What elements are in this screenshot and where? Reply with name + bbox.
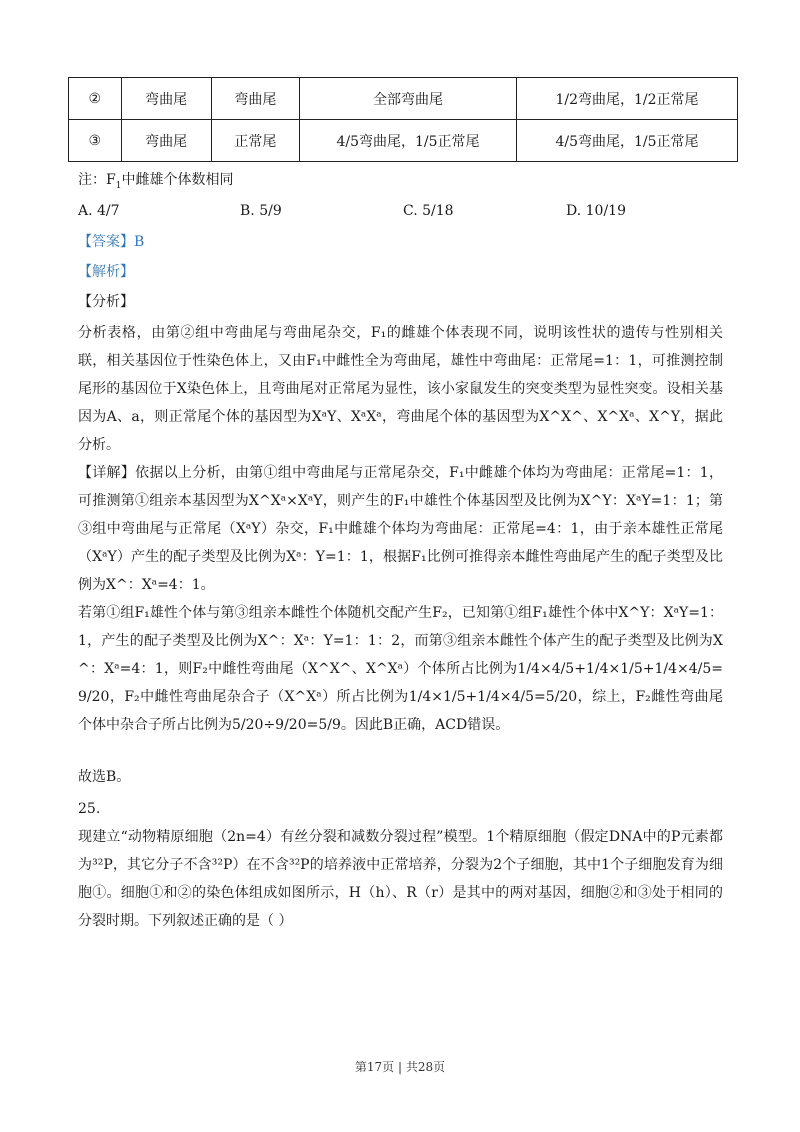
fenxi-label: 【分析】 <box>78 294 134 310</box>
table-cell: ② <box>69 78 122 120</box>
question-number: 25. <box>78 801 101 817</box>
answer-label: 【答案】B <box>78 234 145 250</box>
table-cell: 4/5弯曲尾，1/5正常尾 <box>300 120 517 162</box>
option-b: B. 5/9 <box>240 203 282 219</box>
table-cell: 正常尾 <box>211 120 299 162</box>
conclusion-line: 故选B。 <box>78 769 131 785</box>
table-row <box>69 120 738 162</box>
table-note: 注：$F_1$中雌雄个体数相同 <box>78 172 234 191</box>
table-cell: 弯曲尾 <box>121 120 211 162</box>
inference-paragraph: 若第①组F₁雄性个体与第③组亲本雌性个体随机交配产生F₂，已知第①组F₁雄性个体中X^Y：XᵃY=1：1，产生的配子类型及比例为X^：Xᵃ：Y=1：1：2，而第③组亲本雌性个体产生的配子类型及比例为X^：Xᵃ=4：1，则F₂中雌性弯曲尾（X^X^、X^Xᵃ）个体所占比例为1/4×4/5+1/4×1/5+1/4×4/5=9/20，F₂中雌性弯曲尾杂合子（X^Xᵃ）所占比例为1/4×1/5+1/4×4/5=5/20，综上，F₂雌性弯曲尾个体中杂合子所占比例为5/20÷9/20=5/9。因此B正确，ACD错误。 <box>78 605 723 733</box>
table-cell: 1/2弯曲尾，1/2正常尾 <box>517 78 738 120</box>
table-cell: 全部弯曲尾 <box>300 78 517 120</box>
table-cell: 弯曲尾 <box>211 78 299 120</box>
answer-options <box>0 203 800 223</box>
detail-paragraph: 【详解】依据以上分析，由第①组中弯曲尾与正常尾杂交，F₁中雌雄个体均为弯曲尾：正常尾=1：1，可推测第①组亲本基因型为X^Xᵃ×XᵃY，则产生的F₁中雄性个体基因型及比例为X^Y：XᵃY=1：1；第③组中弯曲尾与正常尾（XᵃY）杂交，F₁中雌雄个体均为弯曲尾：正常尾=4：1，由于亲本雄性正常尾（XᵃY）产生的配子类型及比例为Xᵃ：Y=1：1，根据F₁比例可推得亲本雌性弯曲尾产生的配子类型及比例为X^：Xᵃ=4：1。 <box>78 465 723 593</box>
page-footer: 第17页 | 共28页 <box>354 1060 446 1074</box>
question-text: 现建立“动物精原细胞（2n=4）有丝分裂和减数分裂过程”模型。1个精原细胞（假定DNA中的P元素都为³²P，其它分子不含³²P）在不含³²P的培养液中正常培养，分裂为2个子细胞，其中1个子细胞发育为细胞①。细胞①和②的染色体组成如图所示，H（h）、R（r）是其中的两对基因，细胞②和③处于相同的分裂时期。下列叙述正确的是（ ） <box>78 829 723 929</box>
table-cell: 弯曲尾 <box>121 78 211 120</box>
option-d: D. 10/19 <box>566 203 626 219</box>
option-a: A. 4/7 <box>78 203 120 219</box>
analysis-paragraph: 分析表格，由第②组中弯曲尾与弯曲尾杂交，F₁的雌雄个体表现不同，说明该性状的遗传与性别相关联，相关基因位于性染色体上，又由F₁中雌性全为弯曲尾，雄性中弯曲尾：正常尾=1：1，可推测控制尾形的基因位于X染色体上，且弯曲尾对正常尾为显性，该小家鼠发生的突变类型为显性突变。设相关基因为A、a，则正常尾个体的基因型为XᵃY、XᵃXᵃ，弯曲尾个体的基因型为X^X^、X^Xᵃ、X^Y，据此分析。 <box>78 325 723 453</box>
table-cell: ③ <box>69 120 122 162</box>
cross-results-table <box>68 77 738 162</box>
option-c: C. 5/18 <box>403 203 454 219</box>
table-cell: 4/5弯曲尾，1/5正常尾 <box>517 120 738 162</box>
table-row <box>69 78 738 120</box>
jiexi-label: 【解析】 <box>78 264 134 280</box>
